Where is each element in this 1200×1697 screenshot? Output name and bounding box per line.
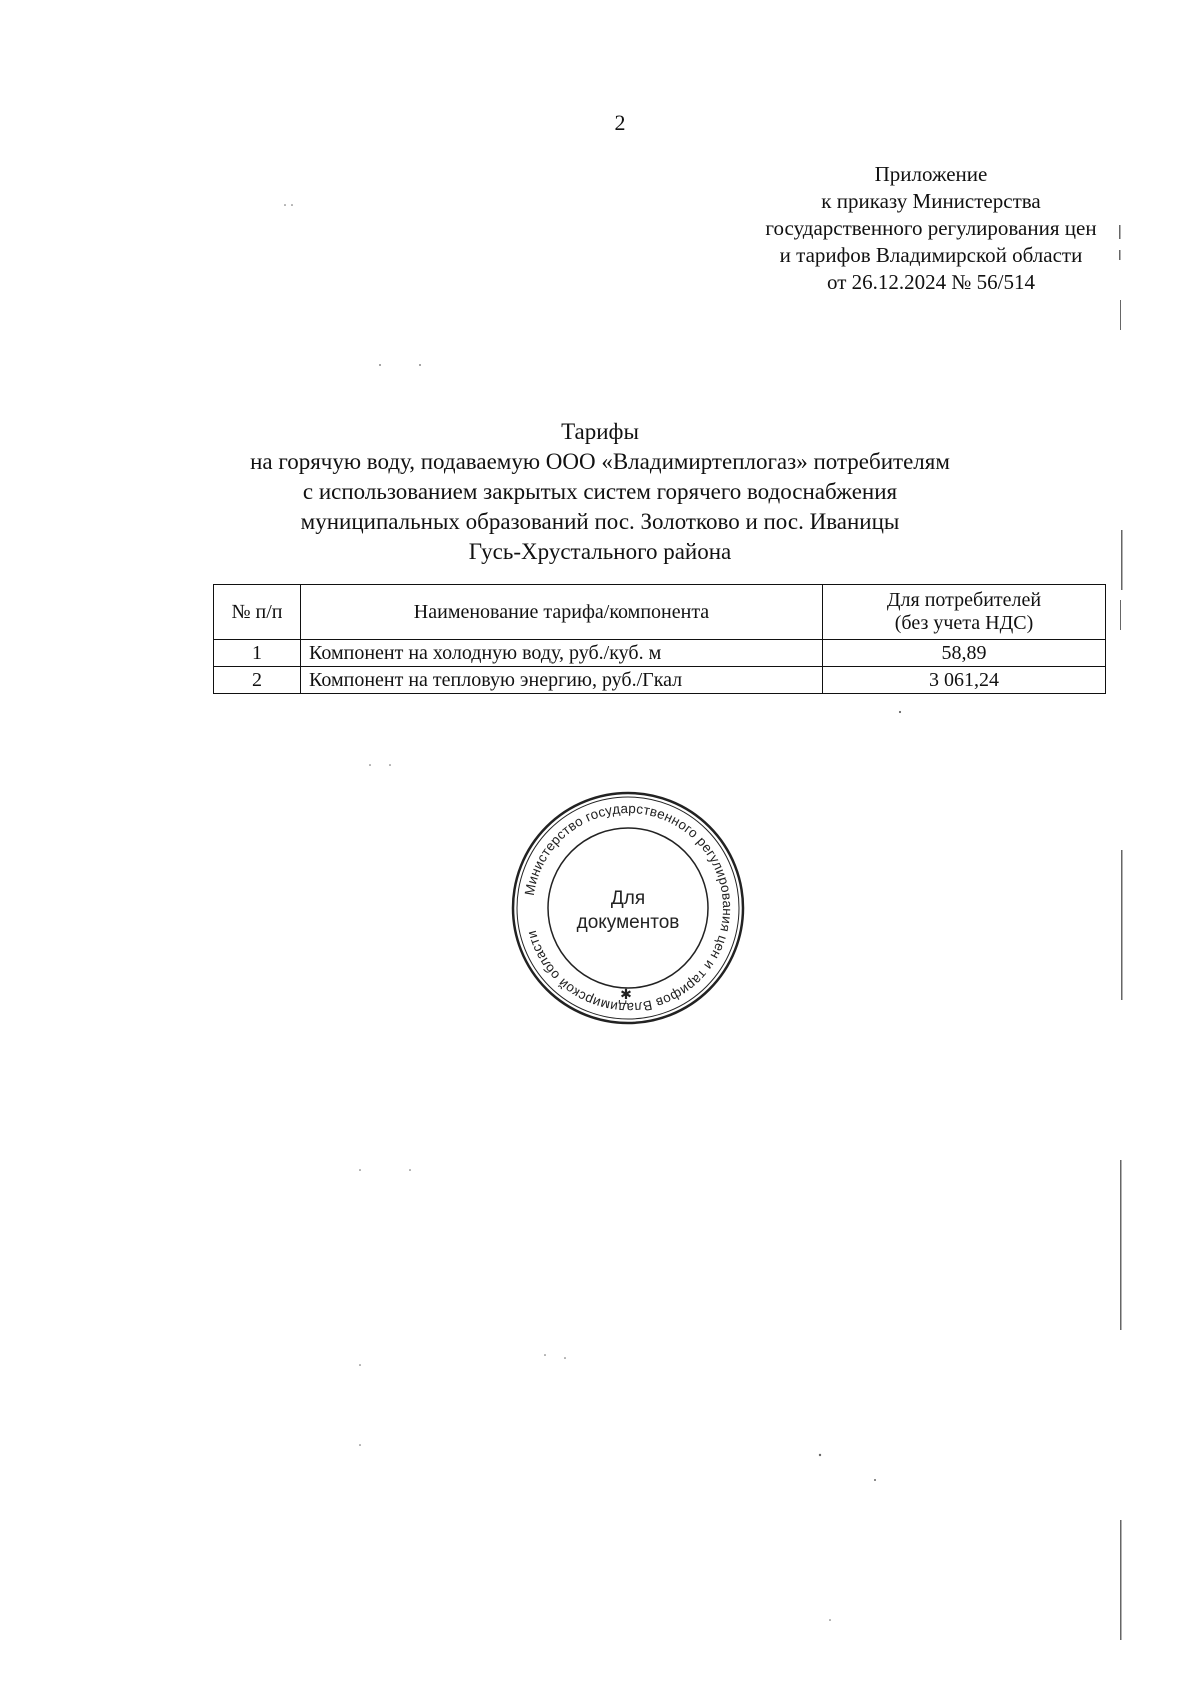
row-num: 2 [214,667,301,694]
header-value-line: Для потребителей [886,589,1042,611]
row-name: Компонент на тепловую энергию, руб./Гкал [301,667,823,694]
header-name: Наименование тарифа/компонента [301,585,823,640]
title-line: Гусь-Хрустального района [468,539,732,564]
title-line: на горячую воду, подаваемую ООО «Владимиртеплогаз» потребителям [250,449,950,474]
header-num: № п/п [214,585,301,640]
table-header-row [214,585,1106,640]
appendix-line: государственного регулирования цен [765,216,1097,240]
title-line: с использованием закрытых систем горячего водоснабжения [302,479,898,504]
tariff-table [213,584,1106,694]
page-number: 2 [614,110,626,135]
stamp-center-line: Для [610,888,646,909]
appendix-line: от 26.12.2024 № 56/514 [826,270,1036,294]
stamp-center-line: документов [576,912,680,933]
title-line: Тарифы [561,419,639,444]
document-title [0,417,1200,567]
header-value [823,585,1106,640]
stamp-ring-textpath: Министерство государственного регулирования цен и тарифов Владимирской области [521,800,736,1016]
table-row [214,640,1106,667]
appendix-line: к приказу Министерства [821,189,1041,213]
table-row [214,667,1106,694]
appendix-line: и тарифов Владимирской области [779,243,1083,267]
row-value: 3 061,24 [823,667,1106,694]
stamp-star: ✱ [620,987,632,1003]
row-name: Компонент на холодную воду, руб./куб. м [301,640,823,667]
row-num: 1 [214,640,301,667]
title-line: муниципальных образований пос. Золотково и пос. Иваницы [300,509,900,534]
appendix-header [736,161,1126,296]
row-value: 58,89 [823,640,1106,667]
appendix-line: Приложение [874,162,988,186]
header-value-line: (без учета НДС) [894,612,1034,634]
official-stamp [508,788,748,1028]
